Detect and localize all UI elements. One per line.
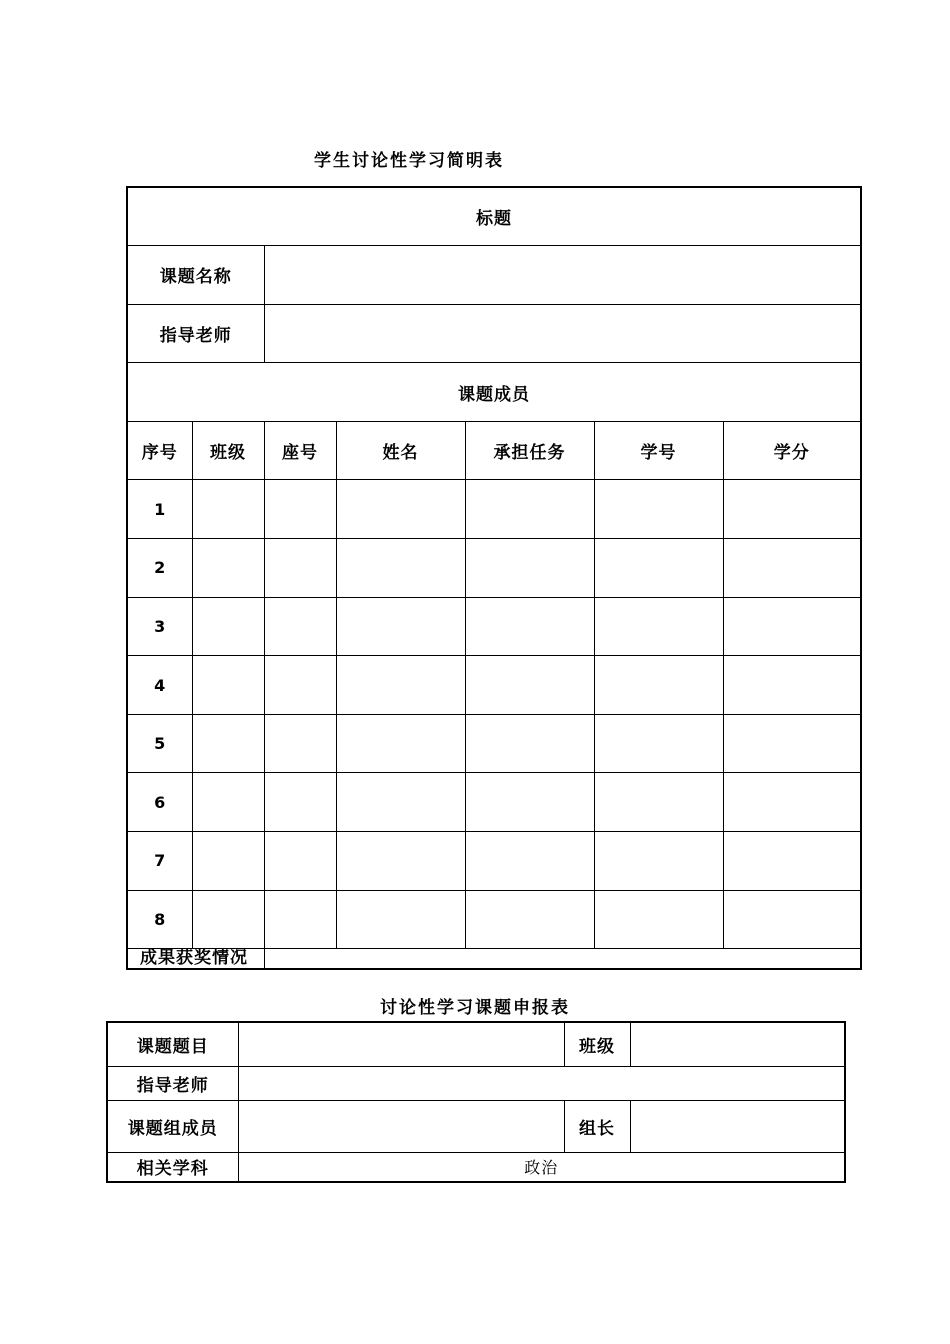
cell-task[interactable] bbox=[465, 890, 594, 949]
cell-class[interactable] bbox=[192, 832, 264, 891]
table-row bbox=[127, 656, 861, 715]
cell-class[interactable] bbox=[192, 656, 264, 715]
cell-task[interactable] bbox=[465, 656, 594, 715]
topic-name-label: 课题名称 bbox=[127, 246, 264, 305]
subject-value[interactable]: 政治 bbox=[238, 1152, 845, 1182]
advisor-label: 指导老师 bbox=[127, 304, 264, 363]
row-index: 8 bbox=[127, 890, 192, 949]
cell-task[interactable] bbox=[465, 597, 594, 656]
cell-student-id[interactable] bbox=[594, 656, 723, 715]
topic-label: 课题题目 bbox=[107, 1022, 238, 1066]
cell-class[interactable] bbox=[192, 773, 264, 832]
cell-seat[interactable] bbox=[264, 714, 336, 773]
cell-task[interactable] bbox=[465, 832, 594, 891]
cell-seat[interactable] bbox=[264, 480, 336, 539]
column-header-class: 班级 bbox=[192, 421, 264, 480]
topic-field[interactable] bbox=[238, 1022, 564, 1066]
row-index: 5 bbox=[127, 714, 192, 773]
brief-form-table bbox=[126, 186, 862, 970]
members-header: 课题成员 bbox=[127, 363, 861, 422]
cell-credit[interactable] bbox=[723, 773, 861, 832]
row-index: 3 bbox=[127, 597, 192, 656]
cell-credit[interactable] bbox=[723, 597, 861, 656]
column-header-name: 姓名 bbox=[336, 421, 465, 480]
cell-seat[interactable] bbox=[264, 539, 336, 598]
advisor-field[interactable] bbox=[264, 304, 861, 363]
row-index: 2 bbox=[127, 539, 192, 598]
cell-class[interactable] bbox=[192, 597, 264, 656]
cell-student-id[interactable] bbox=[594, 890, 723, 949]
cell-student-id[interactable] bbox=[594, 714, 723, 773]
cell-name[interactable] bbox=[336, 480, 465, 539]
members-field[interactable] bbox=[238, 1100, 564, 1152]
cell-class[interactable] bbox=[192, 539, 264, 598]
members-label: 课题组成员 bbox=[107, 1100, 238, 1152]
cell-seat[interactable] bbox=[264, 890, 336, 949]
cell-credit[interactable] bbox=[723, 832, 861, 891]
cell-credit[interactable] bbox=[723, 539, 861, 598]
cell-class[interactable] bbox=[192, 890, 264, 949]
cell-seat[interactable] bbox=[264, 773, 336, 832]
table-row bbox=[127, 714, 861, 773]
cell-task[interactable] bbox=[465, 480, 594, 539]
advisor-field[interactable] bbox=[238, 1066, 845, 1100]
advisor-label: 指导老师 bbox=[107, 1066, 238, 1100]
cell-student-id[interactable] bbox=[594, 480, 723, 539]
table-row bbox=[127, 480, 861, 539]
cell-name[interactable] bbox=[336, 832, 465, 891]
table-row bbox=[127, 773, 861, 832]
cell-credit[interactable] bbox=[723, 480, 861, 539]
cell-name[interactable] bbox=[336, 714, 465, 773]
table-row bbox=[127, 890, 861, 949]
column-header-task: 承担任务 bbox=[465, 421, 594, 480]
table-row bbox=[127, 539, 861, 598]
cell-credit[interactable] bbox=[723, 656, 861, 715]
cell-class[interactable] bbox=[192, 714, 264, 773]
form1-title: 学生讨论性学习简明表 bbox=[314, 151, 504, 171]
row-index: 1 bbox=[127, 480, 192, 539]
table-row bbox=[127, 832, 861, 891]
members-column-headers bbox=[127, 421, 861, 480]
row-index: 7 bbox=[127, 832, 192, 891]
cell-student-id[interactable] bbox=[594, 832, 723, 891]
subject-label: 相关学科 bbox=[107, 1152, 238, 1182]
cell-student-id[interactable] bbox=[594, 539, 723, 598]
cell-name[interactable] bbox=[336, 773, 465, 832]
column-header-index: 序号 bbox=[127, 421, 192, 480]
cell-name[interactable] bbox=[336, 539, 465, 598]
application-form-table bbox=[106, 1021, 846, 1183]
cell-task[interactable] bbox=[465, 773, 594, 832]
cell-name[interactable] bbox=[336, 656, 465, 715]
cell-class[interactable] bbox=[192, 480, 264, 539]
topic-name-field[interactable] bbox=[264, 246, 861, 305]
row-index: 4 bbox=[127, 656, 192, 715]
leader-field[interactable] bbox=[630, 1100, 845, 1152]
column-header-seat: 座号 bbox=[264, 421, 336, 480]
award-label: 成果获奖情况 bbox=[127, 949, 264, 969]
cell-credit[interactable] bbox=[723, 890, 861, 949]
cell-student-id[interactable] bbox=[594, 597, 723, 656]
class-field[interactable] bbox=[630, 1022, 845, 1066]
cell-student-id[interactable] bbox=[594, 773, 723, 832]
cell-name[interactable] bbox=[336, 890, 465, 949]
cell-task[interactable] bbox=[465, 714, 594, 773]
table-row bbox=[127, 597, 861, 656]
class-label: 班级 bbox=[564, 1022, 630, 1066]
column-header-student-id: 学号 bbox=[594, 421, 723, 480]
row-index: 6 bbox=[127, 773, 192, 832]
cell-credit[interactable] bbox=[723, 714, 861, 773]
column-header-credit: 学分 bbox=[723, 421, 861, 480]
cell-seat[interactable] bbox=[264, 656, 336, 715]
cell-seat[interactable] bbox=[264, 597, 336, 656]
form1-header: 标题 bbox=[127, 187, 861, 246]
cell-task[interactable] bbox=[465, 539, 594, 598]
form2-title: 讨论性学习课题申报表 bbox=[380, 998, 570, 1018]
cell-name[interactable] bbox=[336, 597, 465, 656]
cell-seat[interactable] bbox=[264, 832, 336, 891]
leader-label: 组长 bbox=[564, 1100, 630, 1152]
award-field[interactable] bbox=[264, 949, 861, 969]
